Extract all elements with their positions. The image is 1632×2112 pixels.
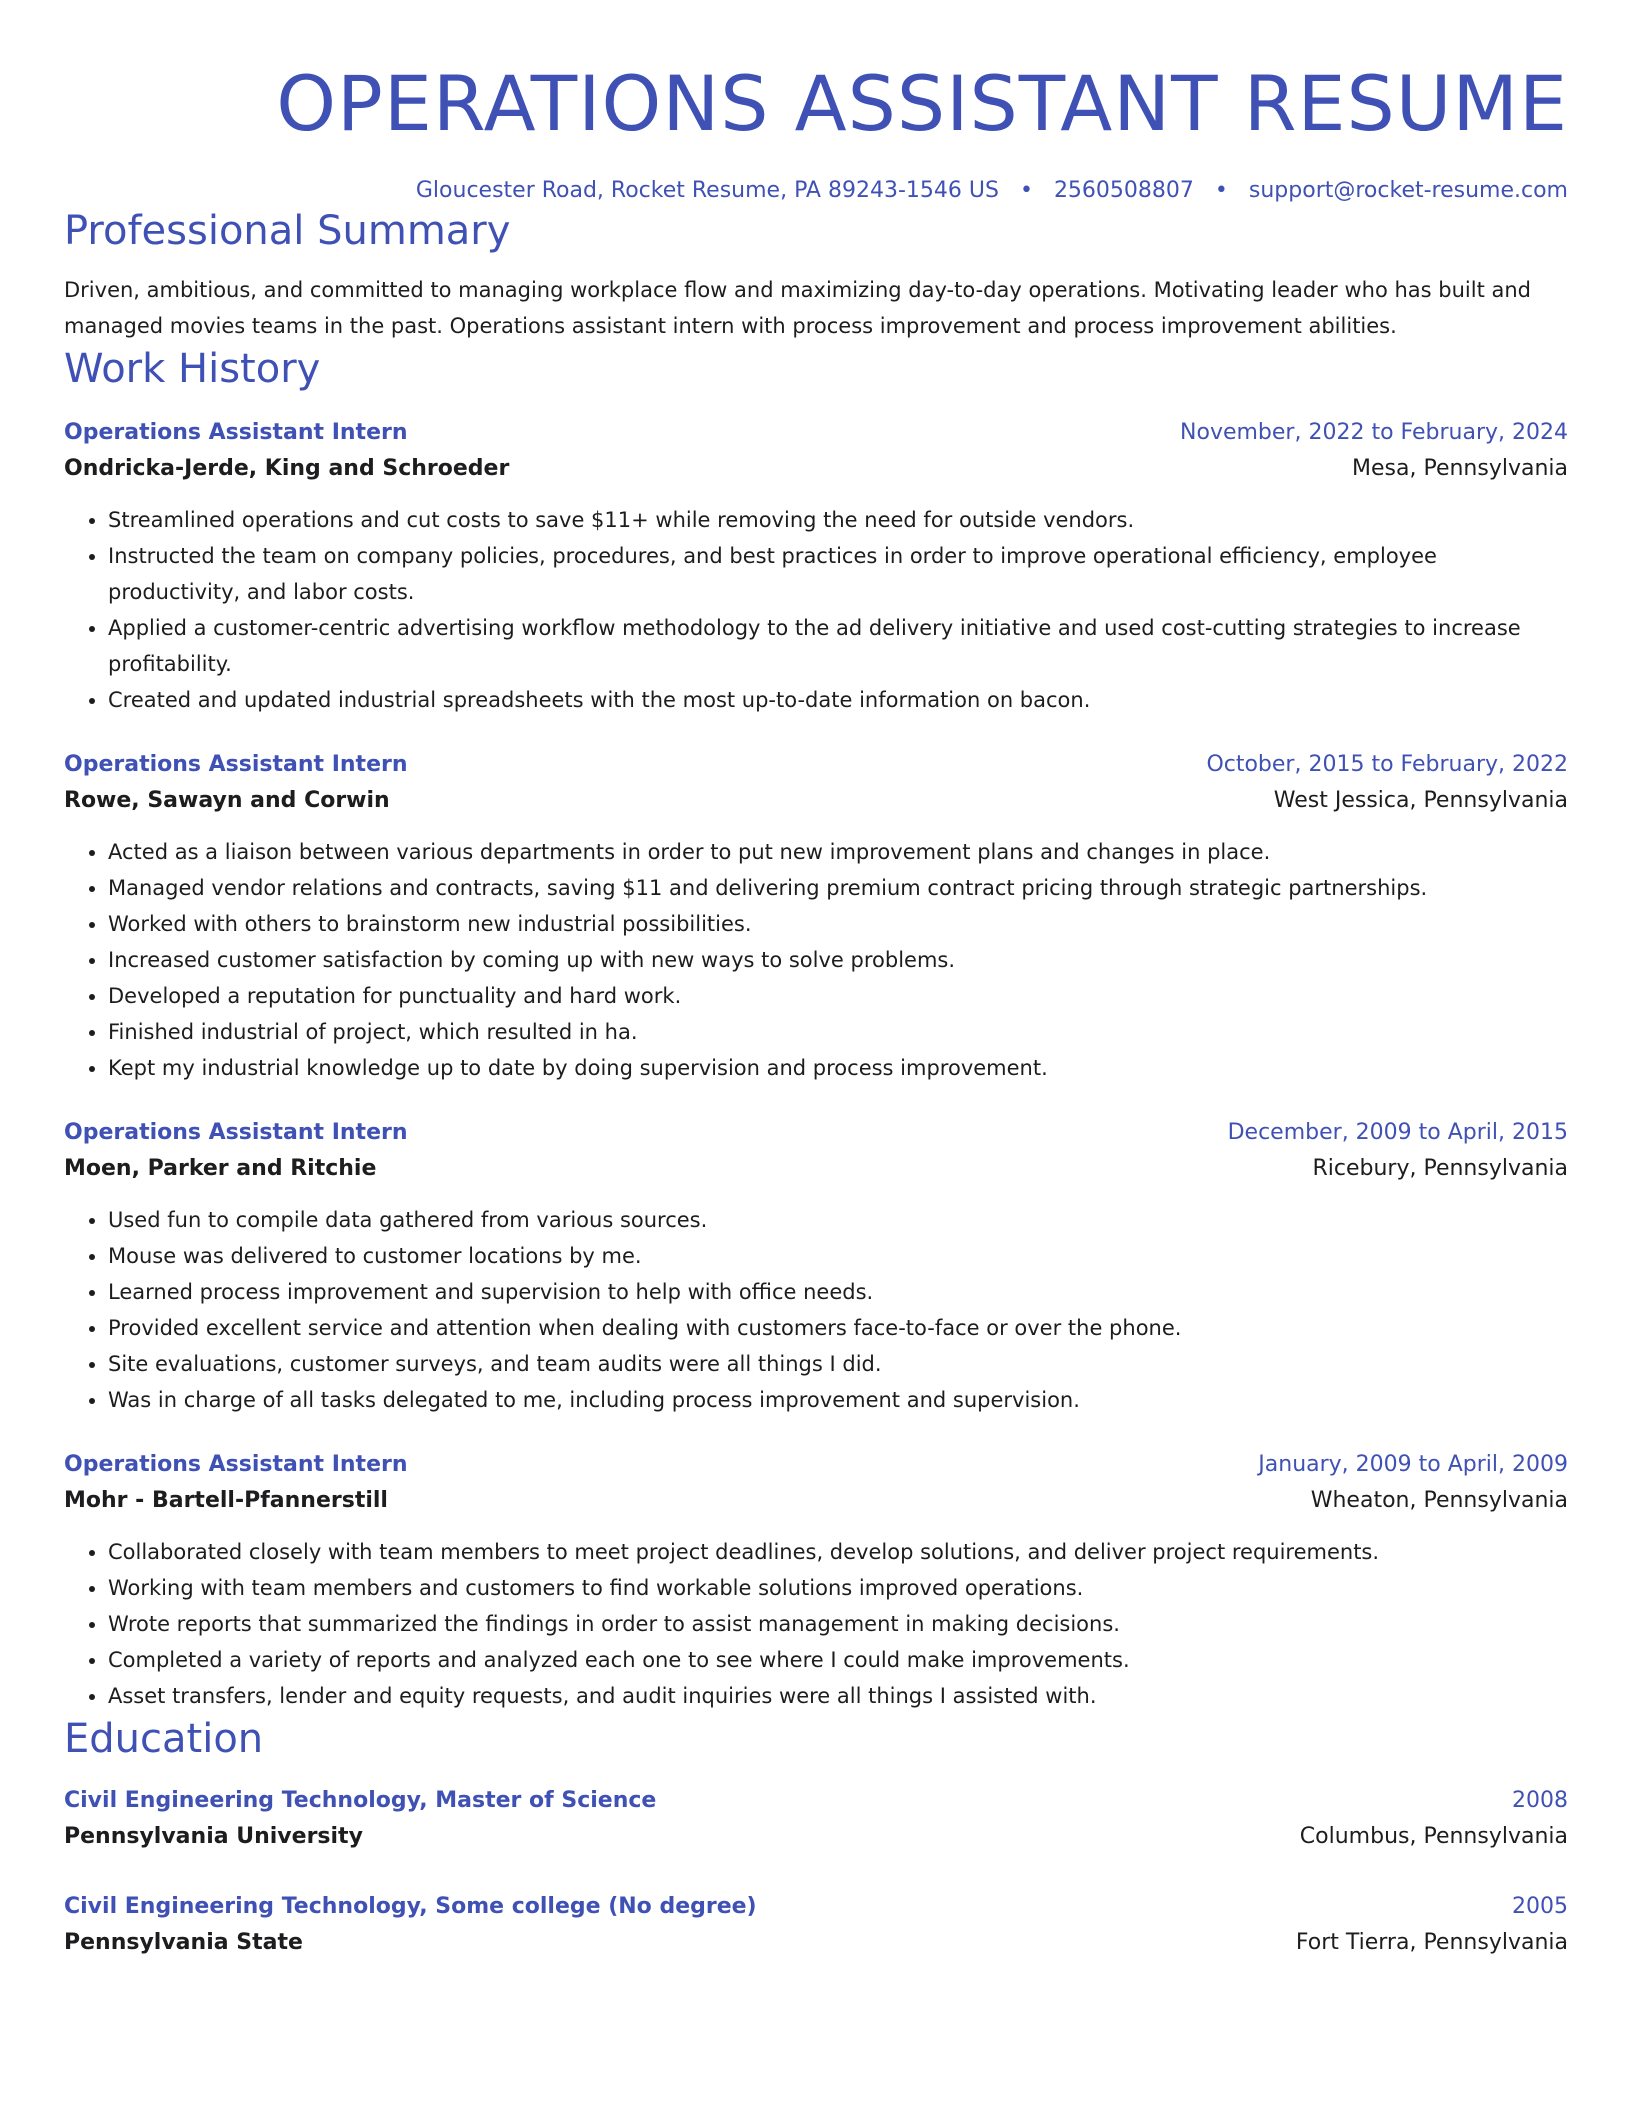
job-bullet: • Developed a reputation for punctuality and hard work.: [108, 978, 1568, 1014]
job-entry: [64, 748, 1568, 1086]
job-bullet: • Increased customer satisfaction by coming up with new ways to solve problems.: [108, 942, 1568, 978]
job-entry: [64, 1116, 1568, 1418]
job-entry: [64, 1448, 1568, 1714]
section-heading-summary: Professional Summary: [64, 208, 511, 254]
resume-title: OPERATIONS ASSISTANT RESUME: [276, 59, 1568, 148]
job-bullet: • Site evaluations, customer surveys, and team audits were all things I did.: [108, 1346, 1568, 1382]
job-bullet: • Applied a customer-centric advertising workflow methodology to the ad delivery initiative and used cost-cutting strategies to increase profitability.: [108, 610, 1568, 682]
job-dates: January, 2009 to April, 2009: [1258, 1452, 1568, 1477]
job-dates: November, 2022 to February, 2024: [1180, 420, 1568, 445]
contact-address: Gloucester Road, Rocket Resume, PA 89243-1546 US: [415, 178, 999, 203]
education-degree: Civil Engineering Technology, Master of Science: [64, 1788, 657, 1813]
education-entry: [64, 1784, 1568, 1856]
job-bullet: • Was in charge of all tasks delegated to me, including process improvement and supervision.: [108, 1382, 1568, 1418]
education-entry: [64, 1890, 1568, 1962]
contact-separator: •: [1019, 178, 1033, 203]
job-company: Ondricka-Jerde, King and Schroeder: [64, 456, 510, 481]
contact-phone[interactable]: 2560508807: [1053, 178, 1194, 203]
job-location: Mesa, Pennsylvania: [1352, 456, 1568, 481]
job-bullet: • Mouse was delivered to customer locations by me.: [108, 1238, 1568, 1274]
job-bullet: • Kept my industrial knowledge up to date by doing supervision and process improvement.: [108, 1050, 1568, 1086]
job-bullet: • Learned process improvement and supervision to help with office needs.: [108, 1274, 1568, 1310]
job-location: West Jessica, Pennsylvania: [1273, 788, 1568, 813]
job-company: Moen, Parker and Ritchie: [64, 1156, 377, 1181]
job-company: Mohr - Bartell-Pfannerstill: [64, 1488, 388, 1513]
job-bullet: • Completed a variety of reports and analyzed each one to see where I could make improvements.: [108, 1642, 1568, 1678]
job-bullet: • Instructed the team on company policies, procedures, and best practices in order to improve operational efficiency, employee productivity, and labor costs.: [108, 538, 1568, 610]
education-year: 2008: [1512, 1788, 1568, 1813]
job-bullets: [64, 834, 1568, 1086]
job-bullet: • Used fun to compile data gathered from various sources.: [108, 1202, 1568, 1238]
job-bullets: [64, 1202, 1568, 1418]
job-bullet: • Streamlined operations and cut costs to save $11+ while removing the need for outside vendors.: [108, 502, 1568, 538]
job-location: Wheaton, Pennsylvania: [1310, 1488, 1568, 1513]
job-bullet: • Working with team members and customers to find workable solutions improved operations.: [108, 1570, 1568, 1606]
education-degree: Civil Engineering Technology, Some college (No degree): [64, 1894, 757, 1919]
education-school: Pennsylvania State: [64, 1930, 303, 1955]
job-dates: October, 2015 to February, 2022: [1206, 752, 1568, 777]
job-role: Operations Assistant Intern: [64, 1120, 408, 1145]
job-bullet: • Collaborated closely with team members to meet project deadlines, develop solutions, and deliver project requirements.: [108, 1534, 1568, 1570]
job-bullet: • Wrote reports that summarized the findings in order to assist management in making decisions.: [108, 1606, 1568, 1642]
job-dates: December, 2009 to April, 2015: [1227, 1120, 1568, 1145]
section-heading-work-history: Work History: [64, 346, 321, 392]
contact-line: [64, 176, 1568, 206]
job-bullet: • Acted as a liaison between various departments in order to put new improvement plans and changes in place.: [108, 834, 1568, 870]
education-year: 2005: [1512, 1894, 1568, 1919]
contact-email[interactable]: support@rocket-resume.com: [1248, 178, 1568, 203]
job-bullet: • Managed vendor relations and contracts, saving $11 and delivering premium contract pricing through strategic partnerships.: [108, 870, 1568, 906]
job-bullets: [64, 1534, 1568, 1714]
job-bullet: • Provided excellent service and attention when dealing with customers face-to-face or over the phone.: [108, 1310, 1568, 1346]
education-school: Pennsylvania University: [64, 1824, 363, 1849]
job-location: Ricebury, Pennsylvania: [1312, 1156, 1568, 1181]
job-bullet: • Asset transfers, lender and equity requests, and audit inquiries were all things I assisted with.: [108, 1678, 1568, 1714]
contact-separator: •: [1214, 178, 1228, 203]
job-role: Operations Assistant Intern: [64, 1452, 408, 1477]
education-location: Columbus, Pennsylvania: [1299, 1824, 1568, 1849]
job-company: Rowe, Sawayn and Corwin: [64, 788, 390, 813]
job-role: Operations Assistant Intern: [64, 752, 408, 777]
job-bullets: [64, 502, 1568, 718]
job-entry: [64, 416, 1568, 718]
job-role: Operations Assistant Intern: [64, 420, 408, 445]
job-bullet: • Finished industrial of project, which resulted in ha.: [108, 1014, 1568, 1050]
resume-page: [64, 0, 1568, 1962]
summary-text: Driven, ambitious, and committed to managing workplace flow and maximizing day-to-day operations. Motivating leader who has built and managed movies teams in the past. Operations assistant intern with process improvement and process improvement abilities.: [64, 278, 1531, 338]
education-location: Fort Tierra, Pennsylvania: [1295, 1930, 1568, 1955]
job-bullet: • Created and updated industrial spreadsheets with the most up-to-date information on bacon.: [108, 682, 1568, 718]
section-heading-education: Education: [64, 1716, 264, 1762]
job-bullet: • Worked with others to brainstorm new industrial possibilities.: [108, 906, 1568, 942]
